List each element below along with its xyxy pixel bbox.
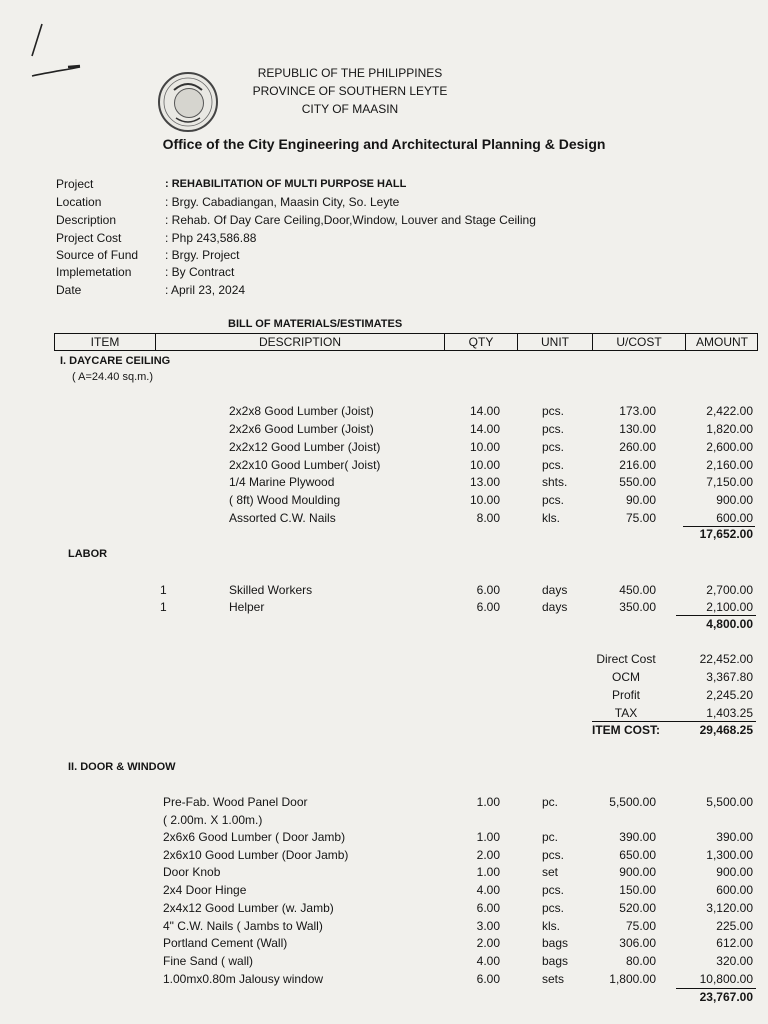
- item-ucost: 260.00: [619, 440, 656, 454]
- item-unit: bags: [542, 954, 569, 968]
- summary-value: 1,403.25: [706, 706, 753, 720]
- item-qty: 14.00: [469, 404, 500, 418]
- item-ucost: 90.00: [625, 493, 656, 507]
- col-item: ITEM: [55, 334, 156, 350]
- item-qty: 6.00: [476, 583, 500, 597]
- item-ucost: 130.00: [619, 422, 656, 436]
- item-ucost: 900.00: [619, 865, 656, 879]
- item-description: ( 8ft) Wood Moulding: [229, 493, 341, 507]
- labor-title: LABOR: [68, 548, 108, 560]
- item-amount: 2,422.00: [706, 404, 753, 418]
- summary-label: Direct Cost: [596, 652, 656, 666]
- item-ucost: 550.00: [619, 475, 656, 489]
- item-number: 1: [160, 583, 167, 597]
- item-description: 1.00mx0.80m Jalousy window: [163, 972, 324, 986]
- item-description: 2x6x10 Good Lumber (Door Jamb): [163, 848, 349, 862]
- item-qty: 1.00: [476, 795, 500, 809]
- item-amount: 600.00: [716, 511, 753, 525]
- item-amount: 600.00: [716, 883, 753, 897]
- item-ucost: 75.00: [625, 919, 656, 933]
- city-heading: CITY OF MAASIN: [301, 102, 399, 116]
- section1-subtitle: ( A=24.40 sq.m.): [72, 371, 154, 383]
- item-description: Skilled Workers: [229, 583, 313, 597]
- col-unit: UNIT: [518, 334, 593, 350]
- info-value: : Rehab. Of Day Care Ceiling,Door,Window, Louver and Stage Ceiling: [165, 213, 536, 227]
- info-value: : Brgy. Cabadiangan, Maasin City, So. Leyte: [165, 195, 400, 209]
- info-label: Project Cost: [56, 231, 122, 245]
- item-unit: kls.: [542, 511, 560, 525]
- item-description: ( 2.00m. X 1.00m.): [163, 813, 263, 827]
- item-unit: pcs.: [542, 883, 565, 897]
- item-ucost: 216.00: [619, 458, 656, 472]
- item-amount: 2,100.00: [706, 600, 753, 614]
- item-qty: 10.00: [469, 440, 500, 454]
- item-unit: bags: [542, 936, 569, 950]
- item-ucost: 75.00: [625, 511, 656, 525]
- item-qty: 4.00: [476, 883, 500, 897]
- item-qty: 6.00: [476, 901, 500, 915]
- item-description: 2x2x8 Good Lumber (Joist): [229, 404, 374, 418]
- item-description: Helper: [229, 600, 265, 614]
- pen-mark: [20, 20, 90, 80]
- summary-value: 2,245.20: [706, 688, 753, 702]
- item-description: 2x2x12 Good Lumber (Joist): [229, 440, 381, 454]
- item-qty: 3.00: [476, 919, 500, 933]
- summary-label: OCM: [612, 670, 640, 684]
- item-number: 1: [160, 600, 167, 614]
- materials-subtotal: 17,652.00: [699, 527, 753, 541]
- item-unit: sets: [542, 972, 565, 986]
- item-description: 2x2x6 Good Lumber (Joist): [229, 422, 374, 436]
- item-unit: pc.: [542, 830, 559, 844]
- item-qty: 4.00: [476, 954, 500, 968]
- total-line: [592, 721, 756, 722]
- item-qty: 10.00: [469, 458, 500, 472]
- info-label: Location: [56, 195, 102, 209]
- section2-subtotal: 23,767.00: [699, 990, 753, 1004]
- seal-emblem-icon: [174, 88, 204, 118]
- item-unit: days: [542, 583, 568, 597]
- col-ucost: U/COST: [593, 334, 686, 350]
- item-amount: 2,160.00: [706, 458, 753, 472]
- item-description: 2x6x6 Good Lumber ( Door Jamb): [163, 830, 346, 844]
- item-ucost: 5,500.00: [609, 795, 656, 809]
- item-unit: pcs.: [542, 404, 565, 418]
- col-description: DESCRIPTION: [156, 334, 445, 350]
- item-amount: 7,150.00: [706, 475, 753, 489]
- item-amount: 10,800.00: [699, 972, 753, 986]
- table-header: [54, 333, 758, 351]
- item-ucost: 173.00: [619, 404, 656, 418]
- item-amount: 225.00: [716, 919, 753, 933]
- item-unit: set: [542, 865, 559, 879]
- item-amount: 2,700.00: [706, 583, 753, 597]
- item-description: Assorted C.W. Nails: [229, 511, 336, 525]
- bom-title: BILL OF MATERIALS/ESTIMATES: [228, 318, 403, 330]
- info-label: Source of Fund: [56, 248, 139, 262]
- item-description: Portland Cement (Wall): [163, 936, 288, 950]
- item-description: 1/4 Marine Plywood: [229, 475, 335, 489]
- item-qty: 10.00: [469, 493, 500, 507]
- item-qty: 6.00: [476, 600, 500, 614]
- item-unit: days: [542, 600, 568, 614]
- item-amount: 900.00: [716, 865, 753, 879]
- item-description: 4" C.W. Nails ( Jambs to Wall): [163, 919, 323, 933]
- item-amount: 900.00: [716, 493, 753, 507]
- summary-label: TAX: [614, 706, 638, 720]
- section1-title: I. DAYCARE CEILING: [60, 355, 171, 367]
- info-value: : April 23, 2024: [165, 283, 246, 297]
- item-description: 2x4x12 Good Lumber (w. Jamb): [163, 901, 334, 915]
- item-qty: 13.00: [469, 475, 500, 489]
- section2-title: II. DOOR & WINDOW: [68, 761, 176, 773]
- info-value: : REHABILITATION OF MULTI PURPOSE HALL: [165, 178, 407, 190]
- city-seal: [158, 72, 218, 132]
- subtotal-line: [676, 988, 756, 989]
- item-cost-value: 29,468.25: [699, 723, 753, 737]
- item-qty: 14.00: [469, 422, 500, 436]
- item-unit: shts.: [542, 475, 568, 489]
- item-qty: 1.00: [476, 865, 500, 879]
- item-description: Fine Sand ( wall): [163, 954, 254, 968]
- item-qty: 6.00: [476, 972, 500, 986]
- item-description: Pre-Fab. Wood Panel Door: [163, 795, 308, 809]
- item-ucost: 306.00: [619, 936, 656, 950]
- col-amount: AMOUNT: [696, 335, 748, 349]
- subtotal-line: [676, 615, 756, 616]
- item-ucost: 1,800.00: [609, 972, 656, 986]
- item-amount: 1,820.00: [706, 422, 753, 436]
- info-label: Implemetation: [56, 265, 132, 279]
- item-cost-label: ITEM COST:: [592, 723, 660, 737]
- item-unit: pc.: [542, 795, 559, 809]
- info-value: : Brgy. Project: [165, 248, 240, 262]
- col-qty: QTY: [445, 334, 518, 350]
- item-amount: 390.00: [716, 830, 753, 844]
- item-ucost: 390.00: [619, 830, 656, 844]
- item-qty: 8.00: [476, 511, 500, 525]
- item-unit: kls.: [542, 919, 560, 933]
- item-ucost: 80.00: [625, 954, 656, 968]
- item-amount: 320.00: [716, 954, 753, 968]
- item-ucost: 350.00: [619, 600, 656, 614]
- item-amount: 1,300.00: [706, 848, 753, 862]
- item-amount: 5,500.00: [706, 795, 753, 809]
- item-amount: 2,600.00: [706, 440, 753, 454]
- item-ucost: 450.00: [619, 583, 656, 597]
- item-unit: pcs.: [542, 422, 565, 436]
- item-unit: pcs.: [542, 493, 565, 507]
- info-label: Project: [56, 177, 94, 191]
- info-label: Date: [56, 283, 82, 297]
- item-unit: pcs.: [542, 901, 565, 915]
- republic-heading: REPUBLIC OF THE PHILIPPINES: [257, 66, 443, 80]
- item-unit: pcs.: [542, 440, 565, 454]
- item-ucost: 650.00: [619, 848, 656, 862]
- item-qty: 1.00: [476, 830, 500, 844]
- labor-subtotal: 4,800.00: [706, 617, 753, 631]
- item-ucost: 150.00: [619, 883, 656, 897]
- item-description: Door Knob: [163, 865, 221, 879]
- item-ucost: 520.00: [619, 901, 656, 915]
- item-description: 2x2x10 Good Lumber( Joist): [229, 458, 381, 472]
- item-qty: 2.00: [476, 848, 500, 862]
- office-title: Office of the City Engineering and Architectural Planning & Design: [162, 136, 606, 152]
- item-amount: 3,120.00: [706, 901, 753, 915]
- summary-value: 3,367.80: [706, 670, 753, 684]
- info-label: Description: [56, 213, 117, 227]
- summary-label: Profit: [611, 688, 640, 702]
- summary-value: 22,452.00: [699, 652, 753, 666]
- item-amount: 612.00: [716, 936, 753, 950]
- province-heading: PROVINCE OF SOUTHERN LEYTE: [252, 84, 448, 98]
- info-value: : By Contract: [165, 265, 235, 279]
- item-unit: pcs.: [542, 848, 565, 862]
- info-value: : Php 243,586.88: [165, 231, 257, 245]
- item-unit: pcs.: [542, 458, 565, 472]
- item-description: 2x4 Door Hinge: [163, 883, 247, 897]
- item-qty: 2.00: [476, 936, 500, 950]
